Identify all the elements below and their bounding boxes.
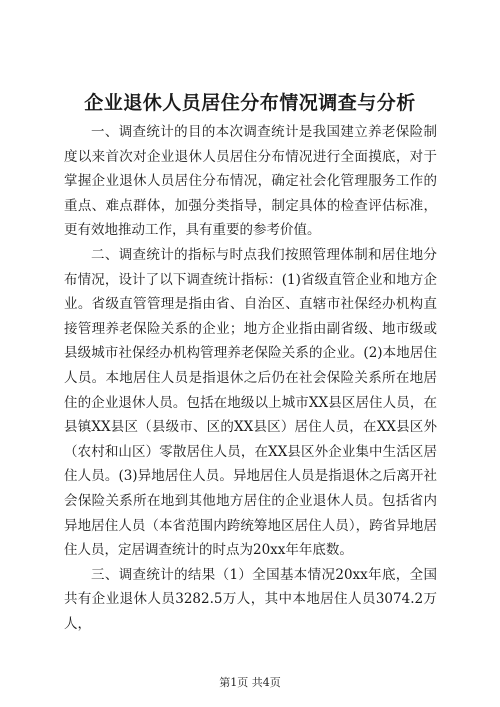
document-body: [64, 120, 437, 636]
paragraph-results: 三、调查统计的结果（1）全国基本情况20xx年底，全国共有企业退休人员3282.5万人，其中本地居住人员3074.2万人，: [64, 566, 437, 632]
page-footer: 第1页 共4页: [219, 676, 281, 689]
paragraph-indicators: 二、调查统计的指标与时点我们按照管理体制和居住地分布情况，设计了以下调查统计指标：(1)省级直管企业和地方企业。省级直管管理是指由省、自治区、直辖市社保经办机构直接管理养老保险关系的企业；地方企业指由副省级、地市级或县级城市社保经办机构管理养老保险关系的企业。(2)本地居住人员。本地居住人员是指退休之后仍在社会保险关系所在地居住的企业退休人员。包括在地级以上城市XX县区居住人员，在县镇XX县区（县级市、区的XX县区）居住人员，在XX县区外（农村和山区）零散居住人员，在XX县区外企业集中生活区居住人员。(3)异地居住人员。异地居住人员是指退休之后离开社会保险关系所在地到其他地方居住的企业退休人员。包括省内异地居住人员（本省范围内跨统筹地区居住人员），跨省异地居住人员，定居调查统计的时点为20xx年年底数。: [64, 246, 437, 559]
document-title: 企业退休人员居住分布情况调查与分析: [84, 92, 416, 114]
paragraph-purpose: 一、调查统计的目的本次调查统计是我国建立养老保险制度以来首次对企业退休人员居住分布情况进行全面摸底，对于掌握企业退休人员居住分布情况，确定社会化管理服务工作的重点、难点群体，加强分类指导，制定具体的检查评估标准，更有效地推动工作，具有重要的参考价值。: [64, 124, 437, 239]
